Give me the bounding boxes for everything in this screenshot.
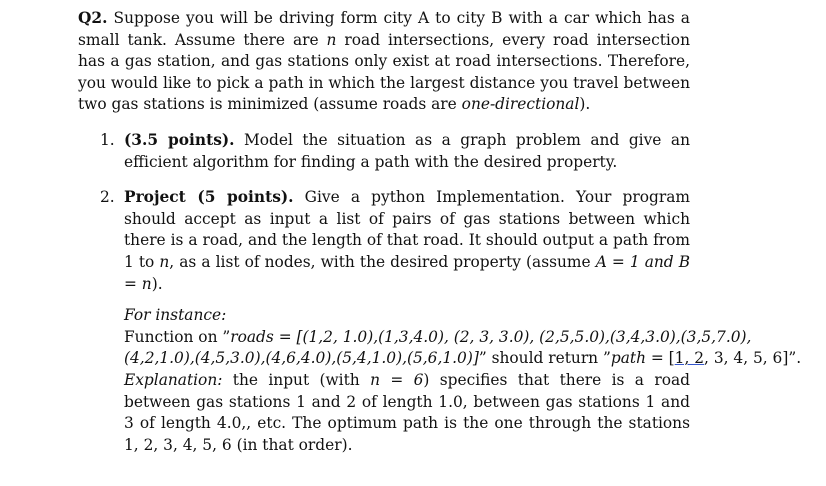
roads-code-line2: (4,2,1.0),(4,5,3.0),(4,6,4.0),(5,4,1.0),(5,6,1.0)] [124,349,479,368]
explanation-label: Explanation: [124,370,223,389]
path-label: path [610,349,646,368]
function-prefix: Function on ” [124,327,231,346]
subquestion-1 [78,130,690,173]
question-intro-part2: road intersections, every road intersection has a gas station, and gas stations only exist at road intersections. Therefore, you would like to pick a path in which the largest distance you travel between two gas stations is minimized (assume roads are [78,30,690,114]
subquestion-2-text-math: A = 1 and B = n [124,252,691,293]
path-underlined: 1, 2 [674,349,705,368]
subquestion-1-title: (3.5 points). [124,130,235,149]
explanation-n: n = 6 [370,370,424,389]
subquestion-2 [78,187,802,456]
explanation-part2: ) specifies that there is a road between gas stations 1 and 2 of length 1.0, between gas stations 1 and 3 of length 4.0,, etc. The optimum path is the one through the stations 1, 2, 3, 4, 5, 6 (in that order). [124,370,690,454]
should-return-text: ” should return ” [478,349,611,368]
question-intro-part1: Suppose you will be driving form city A to city B with a car which has a small tank. Assume there are [78,9,690,49]
subquestion-1-text: Model the situation as a graph problem and give an efficient algorithm for finding a path with the desired property. [124,130,690,171]
example-roads-line1 [124,327,752,349]
subquestion-2-text-part2: , as a list of nodes, with the desired property (assume [169,252,596,271]
document-page [78,8,802,470]
explanation [124,370,690,456]
explanation-part1: the input (with [222,370,371,389]
example-roads [124,327,802,370]
question-intro-italic: one-directional [461,95,580,114]
question-number: Q2. [78,9,108,27]
path-value-end: , 3, 4, 5, 6]”. [704,349,802,368]
subquestion-2-title: Project (5 points). [124,188,294,207]
path-value-start: = [ [645,349,675,368]
subquestion-list [78,130,802,456]
question-intro-part3: ). [579,95,591,114]
subquestion-2-number: 2. [100,188,115,207]
example-label: For instance: [124,306,227,325]
example-block [124,305,802,456]
question-paragraph [78,8,690,116]
question-intro-n: n [326,30,337,49]
subquestion-2-text-part3: ). [151,274,163,293]
subquestion-2-text-n: n [159,252,170,271]
example-roads-line2 [124,348,802,370]
subquestion-1-number: 1. [100,130,115,149]
roads-code-line1: roads = [(1,2, 1.0),(1,3,4.0), (2, 3, 3.0), (2,5,5.0),(3,4,3.0),(3,5,7.0), [230,327,752,346]
subquestion-2-text-part1: Give a python Implementation. Your program should accept as input a list of pairs of gas stations between which there is a road, and the length of that road. It should output a path from 1 to [124,188,690,271]
